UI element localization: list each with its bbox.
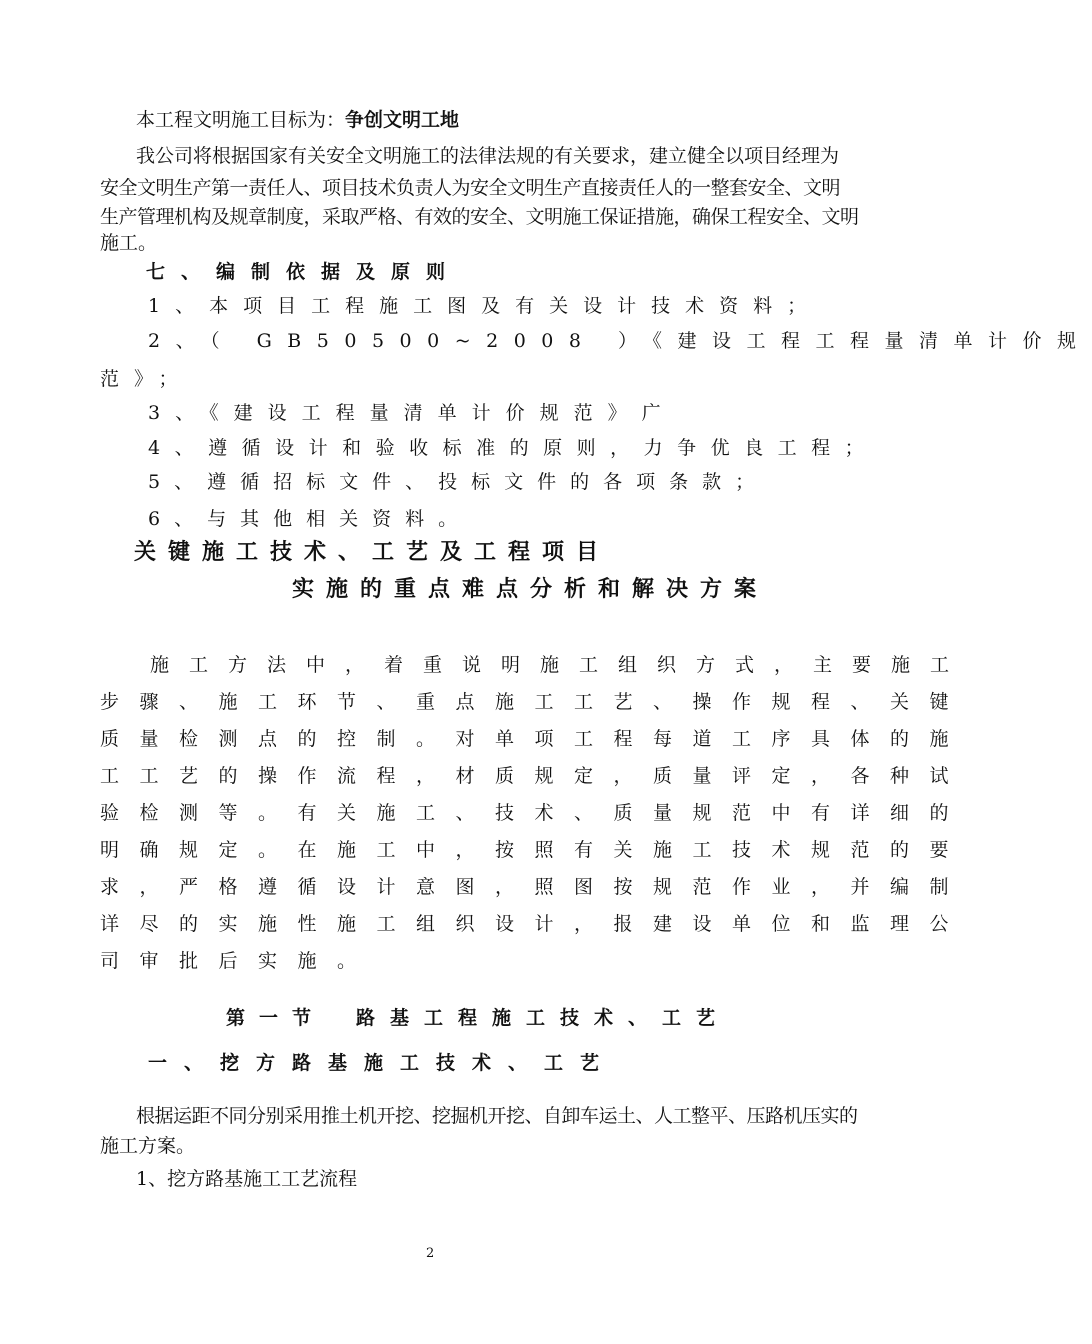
- body-line: 1、挖方路基施工工艺流程: [136, 1168, 358, 1190]
- page-title-line1: 关键施工技术、工艺及工程项目: [134, 540, 611, 565]
- section-heading: 路基工程施工技术、工艺: [356, 1007, 731, 1029]
- page-title-line2: 实施的重点难点分析和解决方案: [292, 577, 769, 602]
- intro-line: 生产管理机构及规章制度，采取严格、有效的安全、文明施工保证措施，确保工程安全、文明: [100, 206, 859, 228]
- list-item: 6、与其他相关资料。: [148, 508, 472, 530]
- list-item: 2、（ GB50500~2008 ）《建设工程工程量清单计价规: [148, 330, 1092, 352]
- body-line: 明确规定。在施工中，按照有关施工技术规范的要: [100, 839, 970, 861]
- body-line: 详尽的实施性施工组织设计，报建设单位和监理公: [100, 913, 970, 935]
- intro-line: 安全文明生产第一责任人、项目技术负责人为安全文明生产直接责任人的一整套安全、文明: [100, 177, 841, 199]
- list-item: 3、《建设工程量清单计价规范》广: [148, 402, 676, 424]
- body-line: 工工艺的操作流程，材质规定，质量评定，各种试: [100, 765, 970, 787]
- body-line: 步骤、施工环节、重点施工工艺、操作规程、关键: [100, 691, 970, 713]
- intro-line: 我公司将根据国家有关安全文明施工的法律法规的有关要求，建立健全以项目经理为: [136, 145, 840, 167]
- intro-line: 施工。: [100, 232, 158, 254]
- body-line: 施工方法中，着重说明施工组织方式，主要施工: [150, 654, 970, 676]
- goal-bold: 争创文明工地: [345, 109, 460, 131]
- body-line: 司审批后实施。: [100, 950, 377, 972]
- body-line: 根据运距不同分别采用推土机开挖、挖掘机开挖、自卸车运土、人工整平、压路机压实的: [136, 1105, 858, 1127]
- goal-prefix: 本工程文明施工目标为：: [136, 109, 346, 131]
- goal-line: [136, 107, 459, 133]
- list-item: 4、遵循设计和验收标准的原则，力争优良工程；: [148, 437, 879, 459]
- list-item: 5、遵循招标文件、投标文件的各项条款；: [148, 471, 769, 493]
- list-item: 范》；: [100, 368, 193, 390]
- section-heading: 七、编制依据及原则: [146, 261, 462, 283]
- body-line: 质量检测点的控制。对单项工程每道工序具体的施: [100, 728, 970, 750]
- section-number: 第一节: [226, 1007, 326, 1029]
- body-line: 求，严格遵循设计意图，照图按规范作业，并编制: [100, 876, 970, 898]
- list-item: 1、本项目工程施工图及有关设计技术资料；: [148, 295, 822, 317]
- sub-heading: 一、挖方路基施工技术、工艺: [148, 1052, 617, 1074]
- body-line: 施工方案。: [100, 1135, 196, 1157]
- page-number: 2: [426, 1246, 435, 1261]
- body-line: 验检测等。有关施工、技术、质量规范中有详细的: [100, 802, 970, 824]
